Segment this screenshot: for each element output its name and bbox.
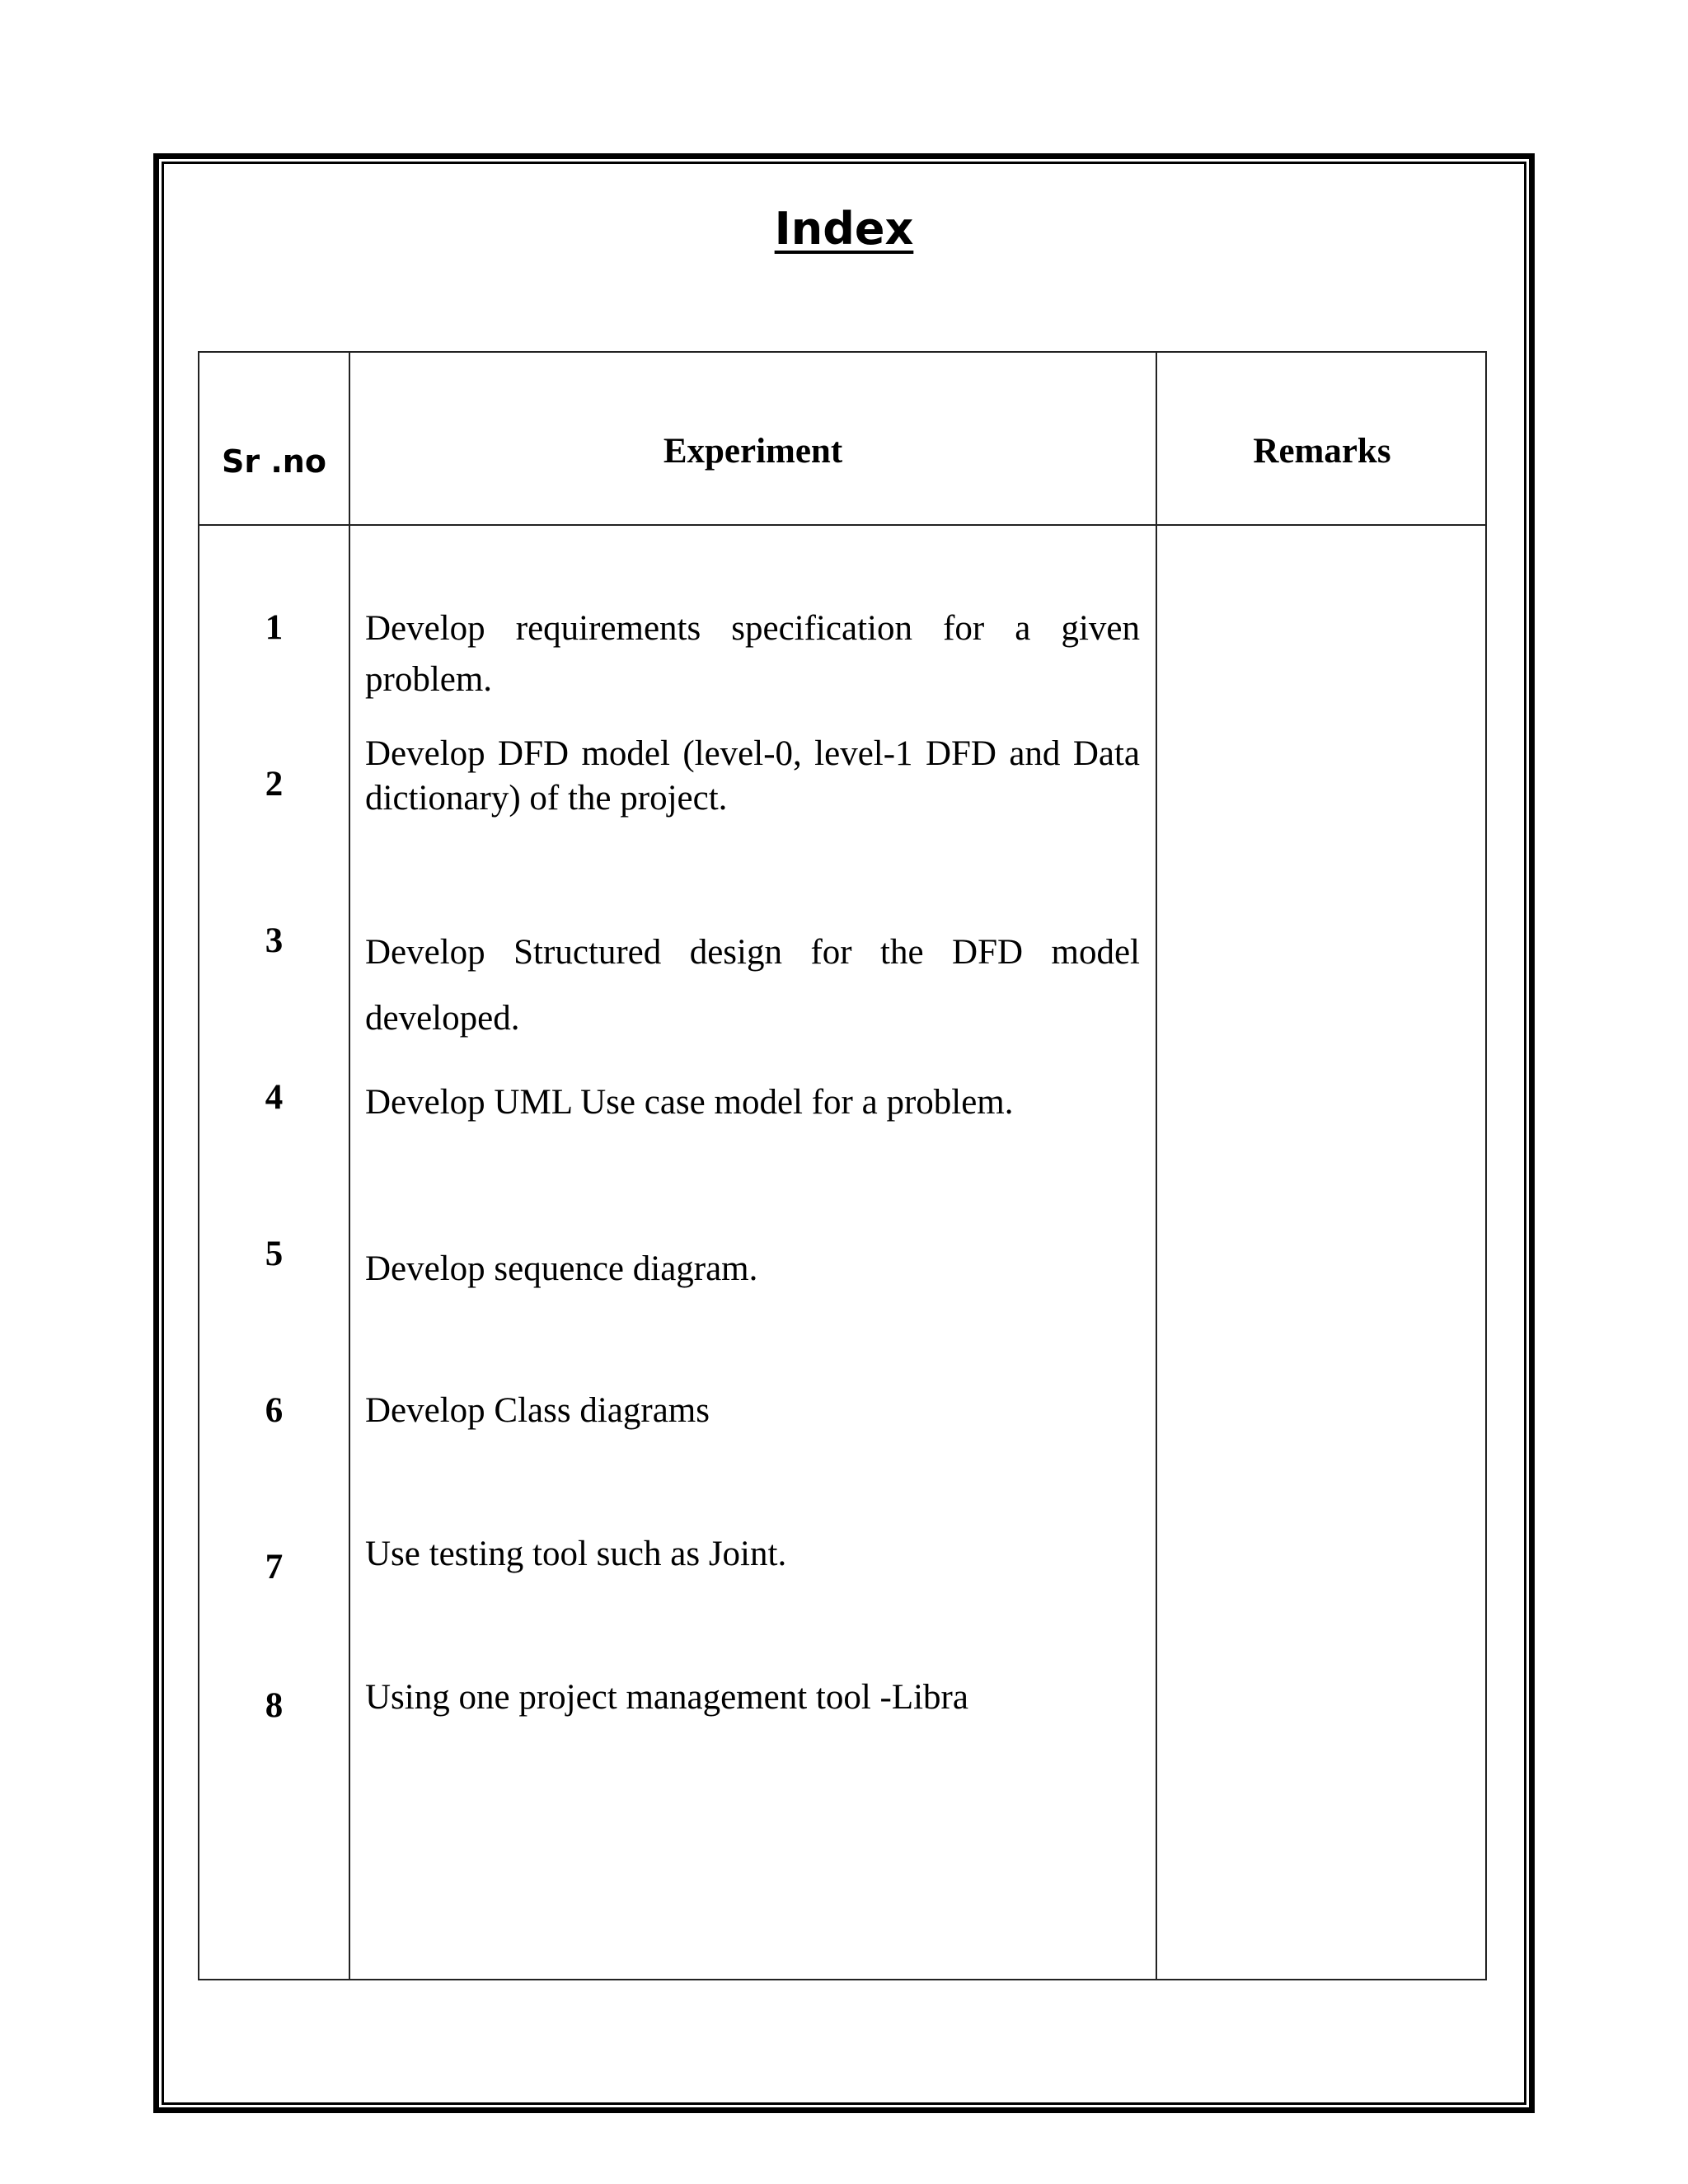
row-7-number: 7	[265, 1548, 284, 1586]
row-2-experiment: Develop DFD model (level-0, level-1 DFD and Data dictionary) of the project.	[365, 734, 1140, 818]
row-8-number: 8	[265, 1686, 284, 1725]
column-divider-remarks	[1156, 353, 1157, 1979]
column-divider-srno	[349, 353, 350, 1979]
row-3-experiment: Develop Structured design for the DFD model developed.	[365, 933, 1140, 1038]
page-title: Index	[774, 203, 914, 255]
header-experiment: Experiment	[663, 432, 843, 471]
header-sr-no: Sr .no	[222, 443, 326, 480]
row-3-number: 3	[265, 921, 284, 960]
row-1-experiment: Develop requirements specification for a given problem.	[365, 609, 1140, 699]
row-4-experiment: Develop UML Use case model for a problem.	[365, 1083, 1014, 1122]
row-6-number: 6	[265, 1391, 284, 1430]
row-4-number: 4	[265, 1078, 284, 1117]
row-1-number: 1	[265, 608, 284, 647]
row-8-experiment: Using one project management tool -Libra	[365, 1678, 968, 1717]
row-5-experiment: Develop sequence diagram.	[365, 1249, 758, 1288]
row-6-experiment: Develop Class diagrams	[365, 1391, 710, 1430]
row-5-number: 5	[265, 1235, 284, 1273]
header-divider	[199, 524, 1485, 526]
row-7-experiment: Use testing tool such as Joint.	[365, 1535, 787, 1573]
row-2-number: 2	[265, 765, 284, 804]
header-remarks: Remarks	[1253, 432, 1391, 471]
index-table	[198, 351, 1487, 1980]
